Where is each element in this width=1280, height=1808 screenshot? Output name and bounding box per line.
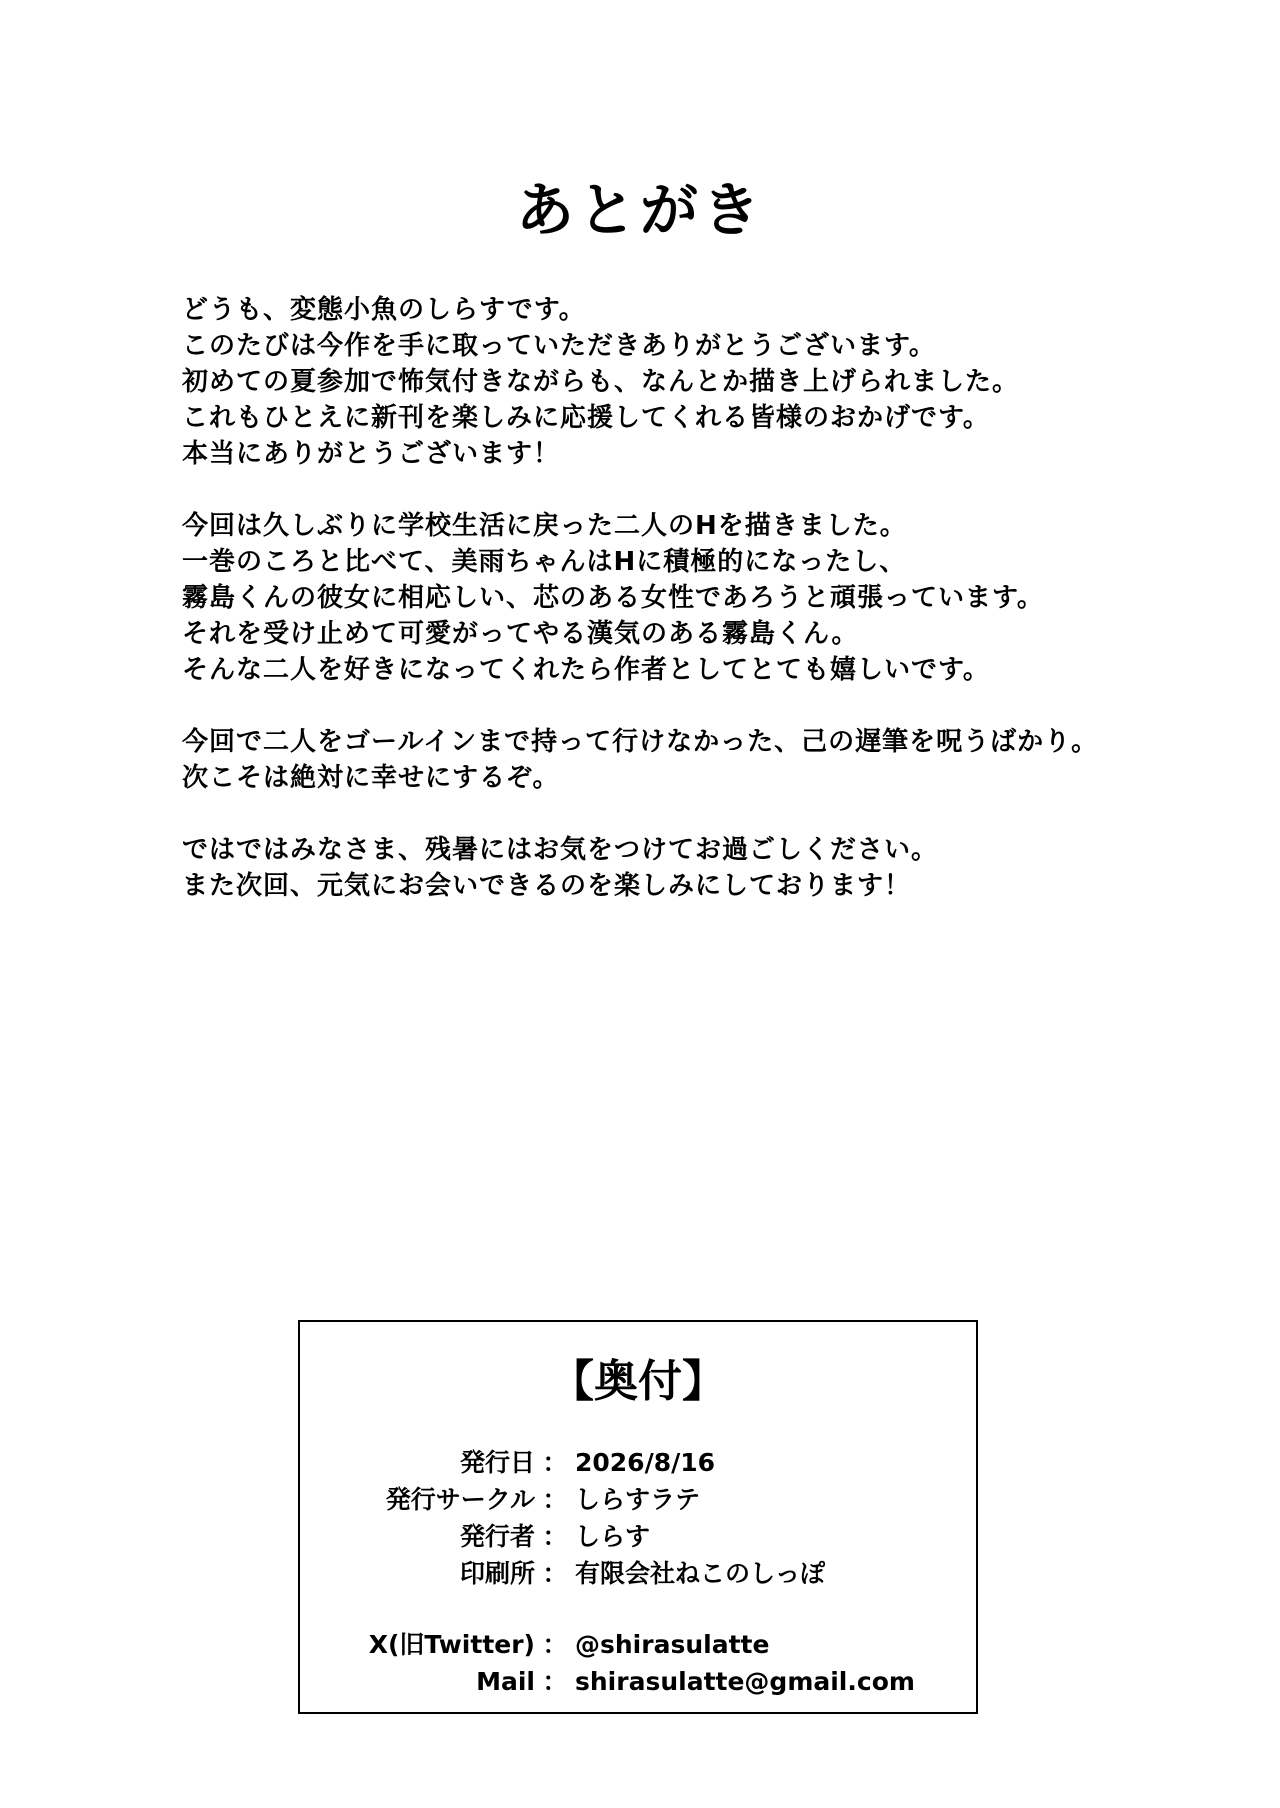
colophon-row-mail	[300, 1663, 976, 1700]
text-line: また次回、元気にお会いできるのを楽しみにしております！	[182, 871, 912, 901]
row-label: 印刷所	[459, 1559, 535, 1588]
row-separator: ：	[542, 1667, 568, 1696]
colophon-row-x-account	[300, 1626, 976, 1663]
text-line: 初めての夏参加で怖気付きながらも、なんとか描き上げられました。	[182, 367, 1020, 397]
row-label: X(旧Twitter)	[368, 1630, 535, 1659]
text-line: これもひとえに新刊を楽しみに応援してくれる皆様のおかげです。	[182, 403, 990, 433]
row-value: shirasulatte@gmail.com	[575, 1667, 915, 1696]
paragraph-closing	[182, 832, 1242, 904]
row-separator: ：	[542, 1630, 568, 1659]
afterword-title: あとがき	[515, 176, 764, 244]
colophon-title: 【奥付】	[550, 1356, 726, 1407]
paragraph-regret	[182, 724, 1242, 796]
text-line: 今回で二人をゴールインまで持って行けなかった、己の遅筆を呪うばかり。	[182, 727, 1099, 757]
row-value: @shirasulatte	[575, 1630, 770, 1659]
row-label: 発行サークル	[385, 1485, 535, 1514]
row-separator: ：	[542, 1522, 568, 1551]
row-separator: ：	[542, 1559, 568, 1588]
colophon-row-printer	[300, 1555, 976, 1592]
row-label: 発行日	[459, 1448, 535, 1477]
row-separator: ：	[542, 1485, 568, 1514]
colophon-row-circle	[300, 1481, 976, 1518]
text-line: 霧島くんの彼女に相応しい、芯のある女性であろうと頑張っています。	[182, 583, 1044, 613]
afterword-body	[182, 292, 1242, 940]
text-line: 本当にありがとうございます！	[182, 439, 561, 469]
text-line: このたびは今作を手に取っていただきありがとうございます。	[182, 331, 936, 361]
paragraph-greeting	[182, 292, 1242, 472]
text-line: 一巻のころと比べて、美雨ちゃんはHに積極的になったし、	[182, 547, 907, 577]
row-separator: ：	[542, 1448, 568, 1477]
colophon-row-publish-date	[300, 1444, 976, 1481]
text-line: 今回は久しぶりに学校生活に戻った二人のHを描きました。	[182, 511, 907, 541]
text-line: それを受け止めて可愛がってやる漢気のある霧島くん。	[182, 619, 859, 649]
colophon-rows	[300, 1444, 976, 1700]
row-value: しらすラテ	[575, 1485, 701, 1514]
row-value: 有限会社ねこのしっぽ	[575, 1559, 826, 1588]
row-value: 2026/8/16	[575, 1448, 716, 1477]
row-label: Mail	[476, 1667, 535, 1696]
text-line: 次こそは絶対に幸せにするぞ。	[182, 763, 560, 793]
text-line: どうも、変態小魚のしらすです。	[182, 295, 586, 325]
row-value: しらす	[575, 1522, 651, 1551]
row-label: 発行者	[459, 1522, 535, 1551]
text-line: そんな二人を好きになってくれたら作者としてとても嬉しいです。	[182, 655, 990, 685]
colophon-row-publisher	[300, 1518, 976, 1555]
colophon-box	[298, 1320, 978, 1714]
paragraph-story	[182, 508, 1242, 688]
text-line: ではではみなさま、残暑にはお気をつけてお過ごしください。	[182, 835, 939, 865]
